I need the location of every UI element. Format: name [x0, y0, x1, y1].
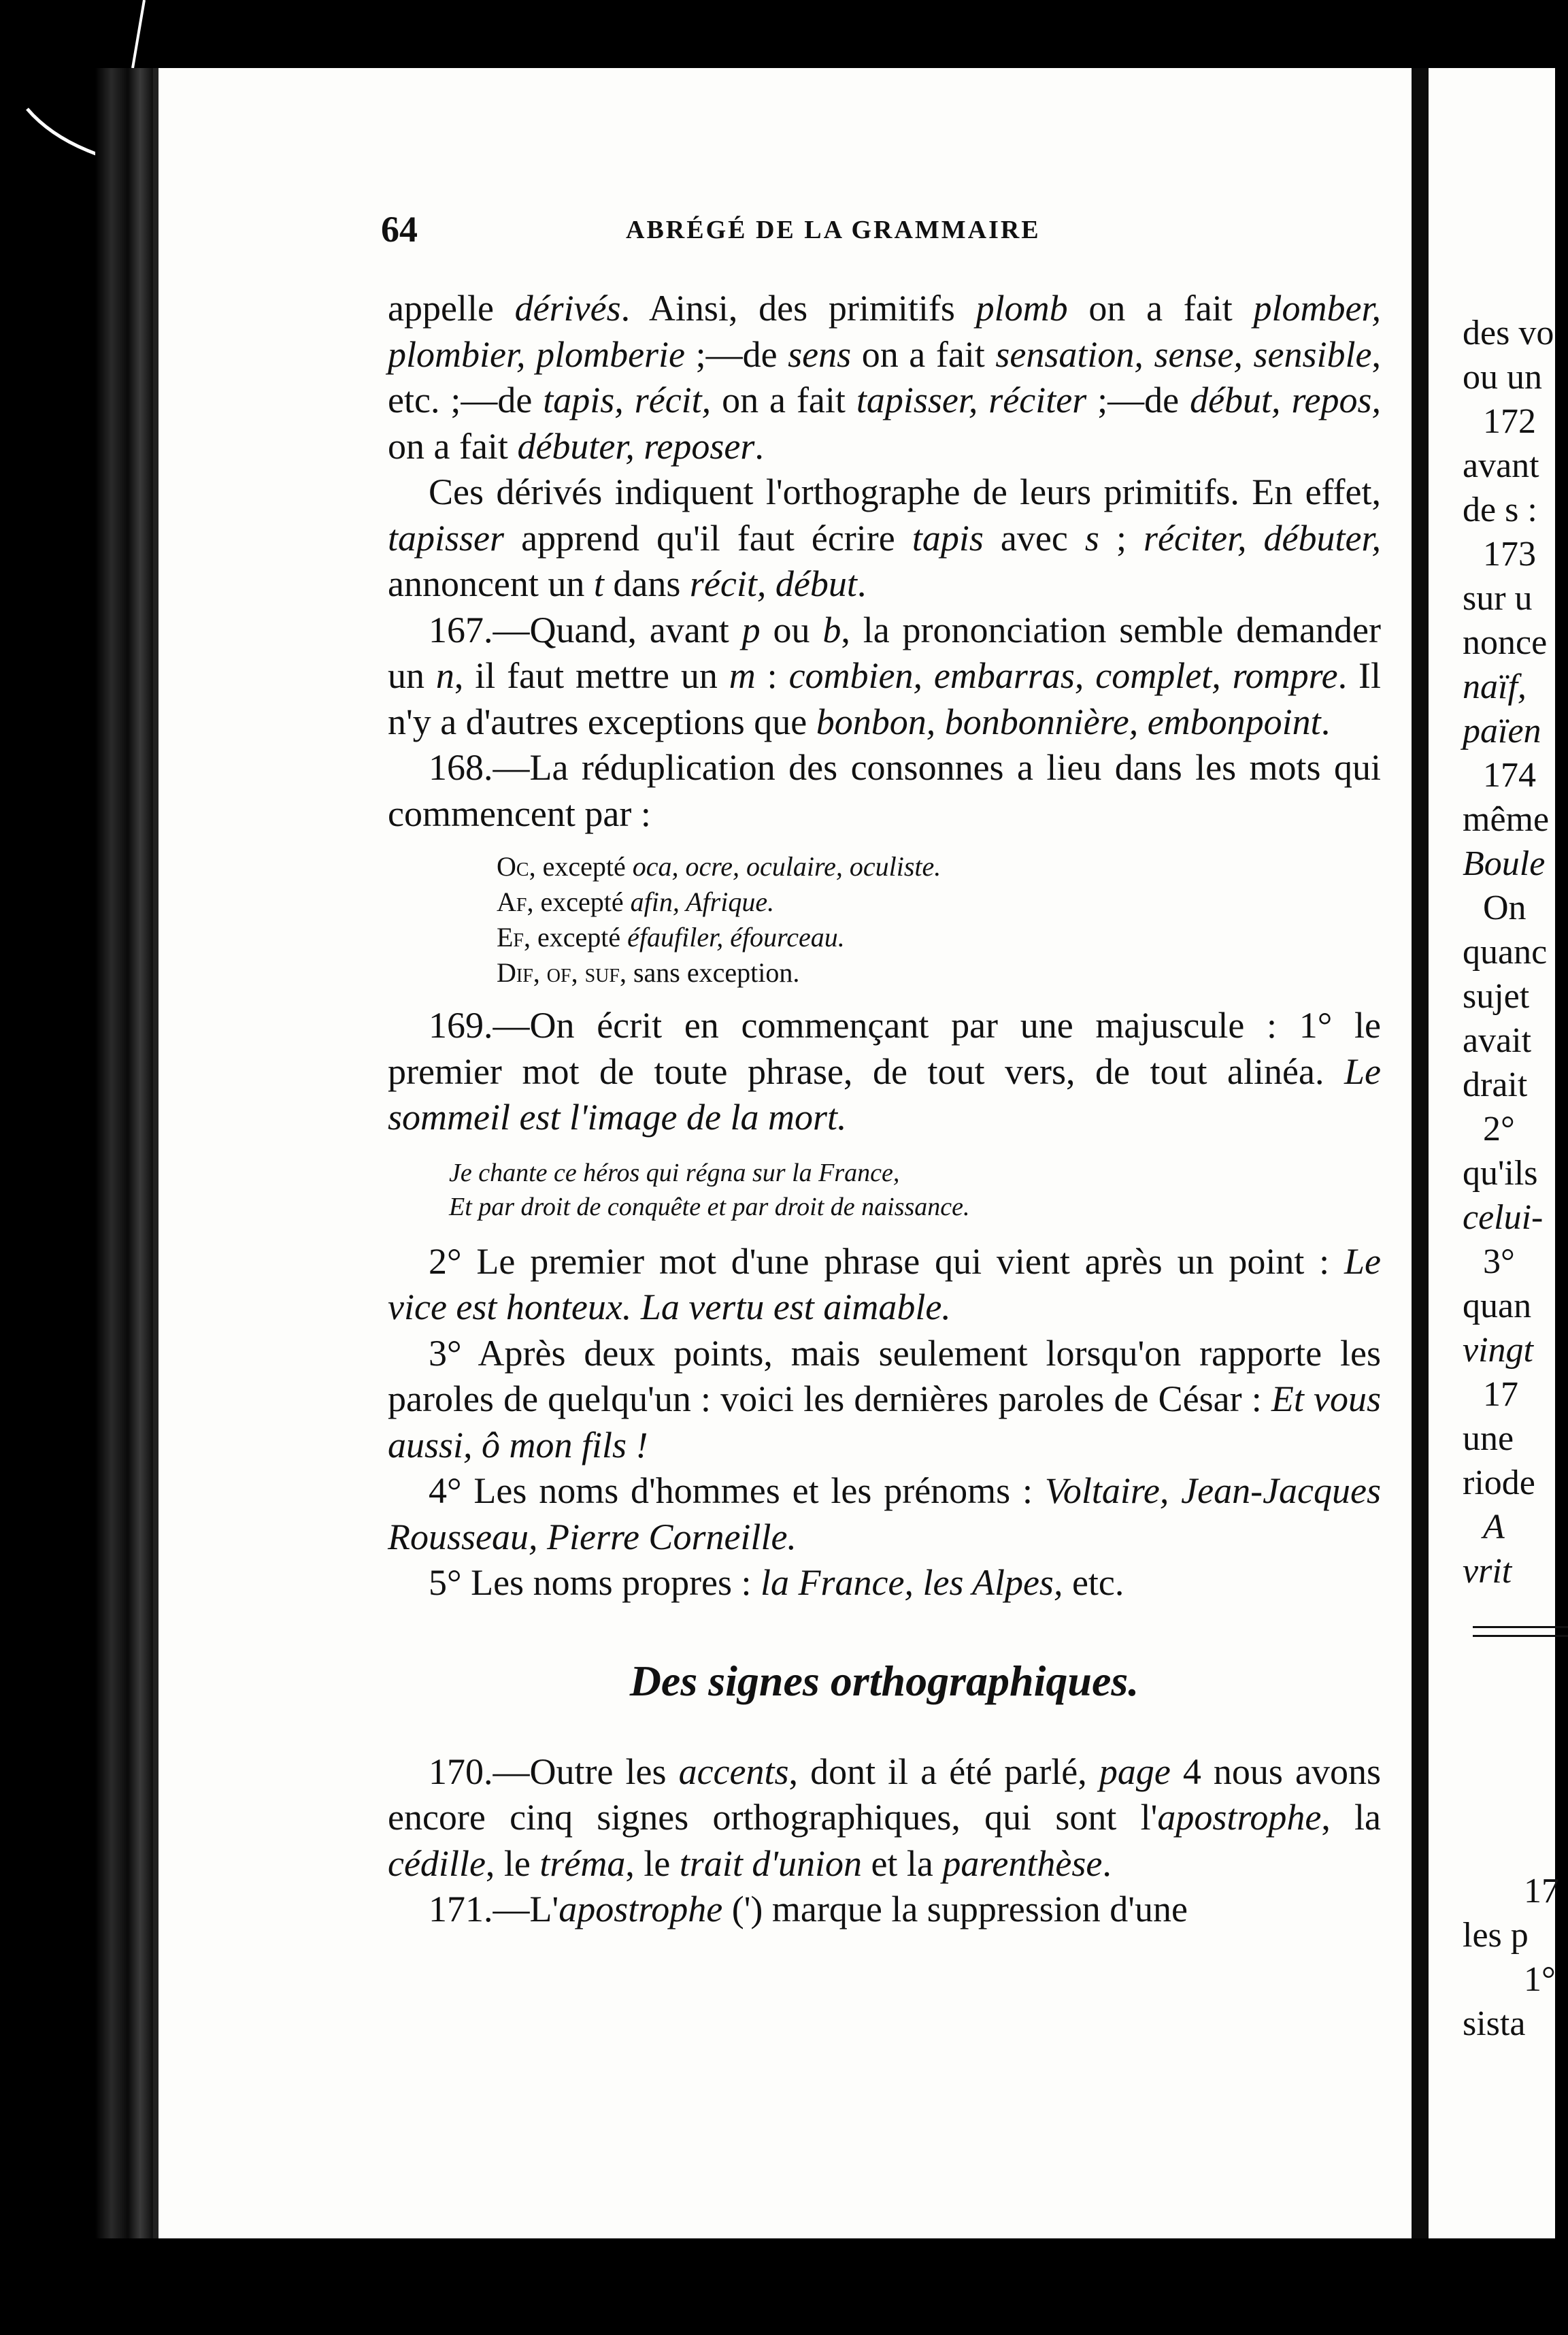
- adjacent-text: 17: [1524, 1872, 1559, 1910]
- adjacent-text: les p: [1463, 1916, 1529, 1955]
- adjacent-text: A: [1483, 1508, 1505, 1546]
- adjacent-text: une: [1463, 1419, 1514, 1458]
- adjacent-text: vrit: [1463, 1552, 1512, 1591]
- example-af: Af, excepté afin, Afrique.: [497, 887, 775, 917]
- section-rule: [1473, 1626, 1568, 1637]
- adjacent-text: 172: [1483, 402, 1536, 441]
- paragraph-rule-4: 4° Les noms d'hommes et les prénoms : Voltaire, Jean-Jacques Rousseau, Pierre Corneille.: [388, 1470, 1381, 1557]
- paragraph-rule-2: 2° Le premier mot d'une phrase qui vient après un point : Le vice est honteux. La vertu est aimable.: [388, 1240, 1381, 1327]
- verse-quote: [449, 1156, 1381, 1224]
- paragraph-167: 167.—Quand, avant p ou b, la prononciation semble demander un n, il faut mettre un m : combien, embarras, complet, rompre. Il n'y a d'autres exceptions que bonbon, bonbonnière, embonpoint.: [388, 609, 1382, 742]
- adjacent-text: des vo: [1463, 314, 1554, 352]
- adjacent-text: païen: [1463, 712, 1541, 750]
- adjacent-text: ou un: [1463, 358, 1542, 397]
- paragraph-derived-orthography: Ces dérivés indiquent l'orthographe de leurs primitifs. En effet, tapisser apprend qu'il faut écrire tapis avec s ; réciter, débuter, annoncent un t dans récit, début.: [388, 471, 1381, 604]
- adjacent-text: avant: [1463, 446, 1539, 485]
- adjacent-text: quanc: [1463, 933, 1548, 972]
- paragraph-168: 168.—La réduplication des consonnes a lieu dans les mots qui commencent par :: [388, 747, 1381, 834]
- adjacent-text: On: [1483, 889, 1527, 927]
- verse-line: Et par droit de conquête et par droit de naissance.: [449, 1192, 970, 1221]
- adjacent-text: naïf,: [1463, 667, 1527, 706]
- running-title: ABRÉGÉ DE LA GRAMMAIRE: [626, 216, 1041, 244]
- paragraph-rule-3: 3° Après deux points, mais seulement lorsqu'on rapporte les paroles de quelqu'un : voici les dernières paroles de César : Et vous aussi, ô mon fils !: [388, 1332, 1381, 1465]
- adjacent-text: drait: [1463, 1065, 1528, 1104]
- page-number: 64: [381, 209, 418, 250]
- example-ef: Ef, excepté éfaufiler, éfourceau.: [497, 922, 845, 953]
- example-oc: Oc, excepté oca, ocre, oculaire, oculiste.: [497, 851, 941, 882]
- prefix-examples: [497, 849, 1381, 991]
- adjacent-text: vingt: [1463, 1331, 1533, 1370]
- adjacent-text: 174: [1483, 756, 1536, 795]
- paragraph-169: 169.—On écrit en commençant par une majuscule : 1° le premier mot de toute phrase, de tout vers, de tout alinéa. Le sommeil est l'image de la mort.: [388, 1005, 1381, 1138]
- adjacent-text: 3°: [1483, 1242, 1515, 1281]
- adjacent-text: 17: [1483, 1375, 1518, 1414]
- page-gutter: [1412, 68, 1429, 2238]
- adjacent-text: 2°: [1483, 1110, 1515, 1148]
- adjacent-text: qu'ils: [1463, 1154, 1538, 1193]
- paragraph-rule-5: 5° Les noms propres : la France, les Alpes, etc.: [429, 1562, 1124, 1603]
- adjacent-text: même: [1463, 800, 1550, 839]
- adjacent-text: quan: [1463, 1287, 1532, 1325]
- section-heading: Des signes orthographiques.: [629, 1656, 1139, 1705]
- adjacent-text: 173: [1483, 535, 1536, 574]
- paragraph-170: 170.—Outre les accents, dont il a été parlé, page 4 nous avons encore cinq signes orthographiques, qui sont l'apostrophe, la cédille, le tréma, le trait d'union et la parenthèse.: [388, 1751, 1382, 1884]
- running-head: [381, 208, 1442, 256]
- example-dif: Dif, of, suf, sans exception.: [497, 957, 800, 988]
- adjacent-text: sujet: [1463, 977, 1530, 1016]
- adjacent-text: Boule: [1463, 844, 1546, 883]
- adjacent-text: sur u: [1463, 579, 1533, 618]
- adjacent-text: nonce: [1463, 623, 1548, 662]
- adjacent-text: 1°: [1524, 1960, 1556, 1999]
- page-body: [388, 286, 1381, 1933]
- adjacent-text: riode: [1463, 1463, 1535, 1502]
- adjacent-text: avait: [1463, 1021, 1532, 1060]
- verse-line: Je chante ce héros qui régna sur la France,: [449, 1158, 900, 1187]
- book-page-right-fragment: [1429, 68, 1559, 2238]
- adjacent-text: sista: [1463, 2004, 1526, 2043]
- adjacent-text: celui-: [1463, 1198, 1544, 1237]
- paragraph-171: 171.—L'apostrophe (') marque la suppression d'une: [429, 1889, 1188, 1930]
- adjacent-text: de s :: [1463, 491, 1537, 529]
- paragraph-derived-words: appelle dérivés. Ainsi, des primitifs plomb on a fait plomber, plombier, plomberie ;—de sens on a fait sensation, sense, sensible, etc. ;—de tapis, récit, on a fait tapisser, réciter ;—de début, repos, on a fait débuter, reposer.: [388, 288, 1381, 467]
